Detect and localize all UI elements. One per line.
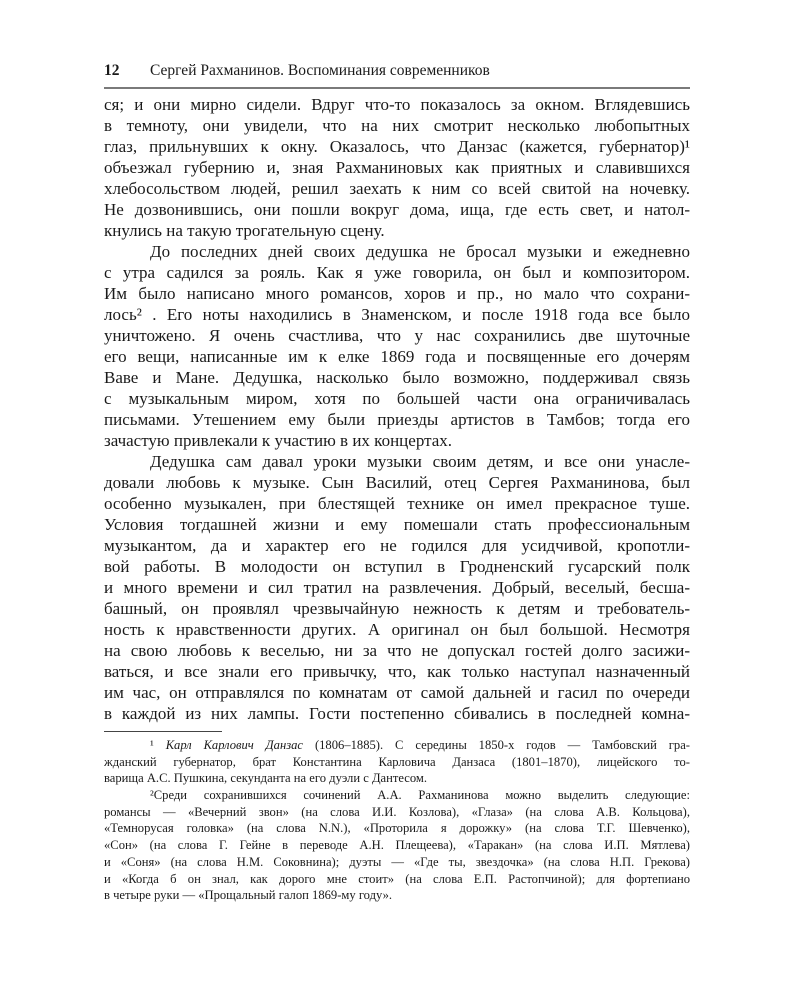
footnote-line: романсы — «Вечерний звон» (на слова И.И. Козлова), «Глаза» (на слова А.В. Кольцова), xyxy=(104,804,690,819)
footnote-line xyxy=(104,737,690,754)
paragraph xyxy=(104,241,690,451)
footnote-line: «Сон» (на слова Г. Гейне в переводе А.Н. Плещеева), «Таракан» (на слова И.П. Мятлева) xyxy=(104,838,690,853)
footnote-line: жданский губернатор, брат Константина Карловича Данзаса (1801–1870), лицейского то- xyxy=(104,754,690,769)
text-line: глаз, прильнувших к окну. Оказалось, что Данзас (кажется, губернатор)¹ xyxy=(104,137,690,156)
text-line: Не дозвонившись, они пошли вокруг дома, ища, где есть свет, и натол- xyxy=(104,200,690,219)
footnote-text: (1806–1885). С середины 1850-х годов — Тамбовский гра- xyxy=(303,738,690,752)
text-line: и много времени и сил тратил на развлечения. Добрый, веселый, бесша- xyxy=(104,578,690,597)
footnote-line: и «Когда б он знал, как дорого мне стоит» (на слова Е.П. Растопчиной); для фортепиано xyxy=(104,871,690,886)
text-line: в темноту, они увидели, что на них смотрит несколько любопытных xyxy=(104,116,690,135)
text-line: хлебосольством людей, решил заехать к ним со всей свитой на ночевку. xyxy=(104,179,690,198)
text-line: кнулись на такую трогательную сцену. xyxy=(104,221,385,240)
text-line: башный, он проявлял чрезвычайную нежность к детям и требователь- xyxy=(104,599,690,618)
running-header xyxy=(104,62,690,84)
text-line: им час, он отправлялся по комнатам от самой дальней и гасил по очереди xyxy=(104,683,690,702)
text-line: зачастую привлекали к участию в их концертах. xyxy=(104,431,453,450)
header-rule xyxy=(104,87,690,89)
text-line: объезжал губернию и, зная Рахманиновых как приятных и славившихся xyxy=(104,158,690,177)
text-line: особенно музыкален, при блестящей технике он имел прекрасное туше. xyxy=(104,494,690,513)
text-line: Им было написано много романсов, хоров и пр., но мало что сохрани- xyxy=(104,284,690,303)
text-line: Дедушка сам давал уроки музыки своим детям, и все они унасле- xyxy=(150,452,690,471)
text-line: ваться, и все знали его привычку, что, как только наступал назначенный xyxy=(104,662,690,681)
text-line: Ваве и Мане. Дедушка, насколько было возможно, поддерживал связь xyxy=(104,368,690,387)
body-text xyxy=(104,94,690,724)
text-line: лось² . Его ноты находились в Знаменском, и после 1918 года все было xyxy=(104,305,690,324)
footnotes xyxy=(104,737,690,904)
footnote-line: и «Соня» (на слова Н.М. Соковнина); дуэты — «Где ты, звездочка» (на слова Н.П. Грекова) xyxy=(104,854,690,869)
text-line: ся; и они мирно сидели. Вдруг что-то показалось за окном. Вглядевшись xyxy=(104,95,690,114)
footnote-person-name: Карл Карлович Данзас xyxy=(165,738,304,752)
text-line: До последних дней своих дедушка не бросал музыки и ежедневно xyxy=(150,242,690,261)
text-line: музыкантом, да и характер его не годился для усидчивой, кропотли- xyxy=(104,536,690,555)
text-line: на свою любовь к веселью, ни за что не допускал гостей долго засижи- xyxy=(104,641,690,660)
paragraph xyxy=(104,451,690,724)
text-line: довали любовь к музыке. Сын Василий, отец Сергея Рахманинова, был xyxy=(104,473,690,492)
text-line: его вещи, написанные им к елке 1869 года и посвященные его дочерям xyxy=(104,347,690,366)
footnote-line: в четыре руки — «Прощальный галоп 1869-му году». xyxy=(104,888,393,903)
text-line: ность к нравственности других. А оригинал он был большой. Несмотря xyxy=(104,620,690,639)
text-line: уничтожено. Я очень счастлива, что у нас сохранились две шуточные xyxy=(104,326,690,345)
footnote-line: варища А.С. Пушкина, секунданта на его дуэли с Дантесом. xyxy=(104,771,428,786)
text-line: в каждой из них лампы. Гости постепенно сбивались в последней комна- xyxy=(104,704,690,723)
text-line: письмами. Утешением ему были приезды артистов в Тамбов; тогда его xyxy=(104,410,690,429)
footnote-marker: ¹ xyxy=(150,738,166,752)
text-line: вой работы. В молодости он вступил в Гродненский гусарский полк xyxy=(104,557,690,576)
text-line: с утра садился за рояль. Как я уже говорила, он был и композитором. xyxy=(104,263,690,282)
footnote-1 xyxy=(104,737,690,787)
paragraph xyxy=(104,94,690,241)
footnote-line: «Темнорусая головка» (на слова N.N.), «Проторила я дорожку» (на слова Т.Г. Шевченко), xyxy=(104,821,690,836)
footnote-separator xyxy=(104,731,222,732)
text-line: с музыкальным миром, хотя по большей части она ограничивалась xyxy=(104,389,690,408)
footnote-2 xyxy=(104,787,690,904)
page-number: 12 xyxy=(104,62,120,79)
footnote-line: ²Среди сохранившихся сочинений А.А. Рахманинова можно выделить следующие: xyxy=(150,788,690,803)
running-title: Сергей Рахманинов. Воспоминания современников xyxy=(150,62,490,79)
text-line: Условия тогдашней жизни и ему помешали стать профессиональным xyxy=(104,515,690,534)
